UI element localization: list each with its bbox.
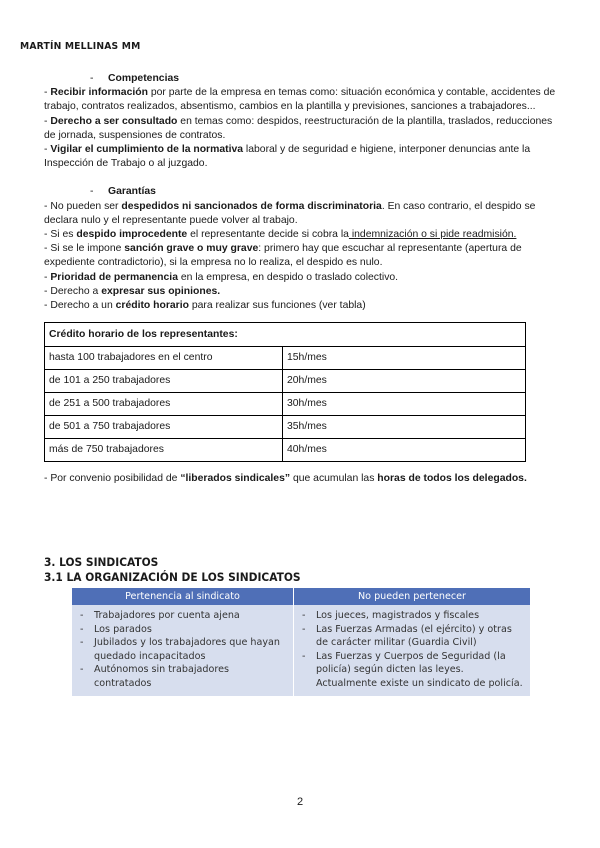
competencias-item-1 bbox=[44, 86, 559, 114]
table-row bbox=[45, 370, 526, 393]
hours-cell: 15h/mes bbox=[283, 347, 526, 370]
garantias-title: Garantías bbox=[108, 186, 156, 198]
spacer bbox=[44, 171, 559, 185]
item-bold: Derecho a ser consultado bbox=[50, 115, 178, 127]
sindicato-header-row bbox=[72, 588, 530, 605]
item-underlined: indemnización o si pide readmisión. bbox=[348, 229, 517, 241]
item-text: - bbox=[44, 271, 51, 283]
pertenencia-cell bbox=[72, 605, 294, 696]
sindicato-membership-table bbox=[72, 588, 530, 696]
document-body bbox=[44, 72, 559, 486]
heading-dash: - bbox=[90, 186, 94, 198]
sindicato-body-row bbox=[72, 605, 530, 696]
list-item: - Los jueces, magistrados y fiscales bbox=[298, 609, 526, 623]
garantias-item-1 bbox=[44, 200, 559, 228]
competencias-item-2 bbox=[44, 115, 559, 143]
garantias-heading bbox=[44, 185, 559, 199]
item-dash: - bbox=[44, 87, 51, 99]
item-text: - Derecho a bbox=[44, 285, 102, 297]
range-cell: de 101 a 250 trabajadores bbox=[45, 370, 283, 393]
col-header-pertenencia: Pertenencia al sindicato bbox=[72, 588, 294, 605]
competencias-heading bbox=[44, 72, 559, 86]
hours-cell: 35h/mes bbox=[283, 416, 526, 439]
competencias-item-3 bbox=[44, 143, 559, 171]
pertenencia-list bbox=[76, 609, 289, 691]
section-heading: 3. LOS SINDICATOS bbox=[44, 556, 159, 569]
item-text: : primero hay que escuchar al representante (apertura de expediente contradictorio), si la empresa no lo realiza, el despido es nulo. bbox=[44, 243, 522, 269]
competencias-title: Competencias bbox=[108, 73, 180, 84]
no-pueden-list bbox=[298, 609, 526, 691]
list-item: - Jubilados y los trabajadores que hayan quedado incapacitados bbox=[76, 636, 289, 663]
credit-table-title: Crédito horario de los representantes: bbox=[45, 323, 526, 347]
item-bold: Recibir información bbox=[50, 87, 148, 99]
item-text: - Si se le impone bbox=[44, 243, 125, 255]
convenio-paragraph bbox=[44, 472, 559, 486]
credit-table-header-row bbox=[45, 323, 526, 347]
garantias-item-3 bbox=[44, 242, 559, 270]
list-item: - Las Fuerzas y Cuerpos de Seguridad (la policía) según dicten las leyes. Actualmente existe un sindicato de policía. bbox=[298, 650, 526, 691]
garantias-item-6 bbox=[44, 299, 559, 313]
garantias-item-2 bbox=[44, 228, 559, 242]
table-row bbox=[45, 347, 526, 370]
item-bold: Vigilar el cumplimiento de la normativa bbox=[50, 144, 244, 156]
range-cell: de 501 a 750 trabajadores bbox=[45, 416, 283, 439]
item-bold: “liberados sindicales” bbox=[180, 473, 291, 485]
page-number: 2 bbox=[296, 796, 304, 808]
item-text: - Derecho a un bbox=[44, 300, 116, 312]
item-bold: sanción grave o muy grave bbox=[124, 243, 259, 255]
item-bold: crédito horario bbox=[115, 300, 189, 312]
item-dash: - bbox=[44, 115, 51, 127]
author-header: MARTÍN MELLINAS MM bbox=[20, 41, 141, 52]
item-text: por parte de la empresa en temas como: situación económica y contable, accidentes de trabajo, contratos realizados, absentismo, cambios en la plantilla y previsiones, sanciones a trabajadores... bbox=[44, 87, 556, 113]
heading-dash: - bbox=[90, 73, 94, 84]
item-text: el representante decide si cobra la bbox=[187, 229, 349, 241]
table-row bbox=[45, 393, 526, 416]
item-text: . En caso contrario, el despido se declara nulo y el representante puede volver al trabajo. bbox=[44, 200, 536, 226]
item-dash: - bbox=[44, 144, 51, 156]
item-text: - Por convenio posibilidad de bbox=[44, 473, 181, 485]
section-headings bbox=[44, 556, 301, 585]
list-item: - Las Fuerzas Armadas (el ejército) y otras de carácter militar (Guardia Civil) bbox=[298, 623, 526, 650]
no-pueden-cell bbox=[294, 605, 531, 696]
item-bold: expresar sus opiniones. bbox=[101, 285, 221, 297]
item-text: para realizar sus funciones (ver tabla) bbox=[188, 300, 366, 312]
item-bold: horas de todos los delegados. bbox=[377, 473, 527, 485]
credit-hours-table bbox=[44, 322, 526, 462]
hours-cell: 40h/mes bbox=[283, 439, 526, 462]
garantias-item-4 bbox=[44, 271, 559, 285]
table-row bbox=[45, 416, 526, 439]
item-text: - Si es bbox=[44, 229, 77, 241]
range-cell: de 251 a 500 trabajadores bbox=[45, 393, 283, 416]
garantias-item-5 bbox=[44, 285, 559, 299]
item-bold: despido improcedente bbox=[76, 229, 188, 241]
item-text: - No pueden ser bbox=[44, 200, 122, 212]
item-text: en la empresa, en despido o traslado colectivo. bbox=[177, 271, 399, 283]
hours-cell: 20h/mes bbox=[283, 370, 526, 393]
range-cell: más de 750 trabajadores bbox=[45, 439, 283, 462]
list-item: - Los parados bbox=[76, 623, 289, 637]
item-text: que acumulan las bbox=[290, 473, 378, 485]
range-cell: hasta 100 trabajadores en el centro bbox=[45, 347, 283, 370]
col-header-no-pueden: No pueden pertenecer bbox=[294, 588, 531, 605]
item-bold: despedidos ni sancionados de forma discriminatoria bbox=[121, 200, 382, 212]
item-bold: Prioridad de permanencia bbox=[50, 271, 178, 283]
list-item: - Trabajadores por cuenta ajena bbox=[76, 609, 289, 623]
item-text: laboral y de seguridad e higiene, interponer denuncias ante la Inspección de Trabajo o al juzgado. bbox=[44, 144, 531, 170]
table-row bbox=[45, 439, 526, 462]
section-subheading: 3.1 LA ORGANIZACIÓN DE LOS SINDICATOS bbox=[44, 570, 301, 584]
hours-cell: 30h/mes bbox=[283, 393, 526, 416]
list-item: - Autónomos sin trabajadores contratados bbox=[76, 663, 289, 690]
item-text: en temas como: despidos, reestructuración de la plantilla, traslados, reducciones de jornada, suspensiones de contratos. bbox=[44, 115, 553, 141]
